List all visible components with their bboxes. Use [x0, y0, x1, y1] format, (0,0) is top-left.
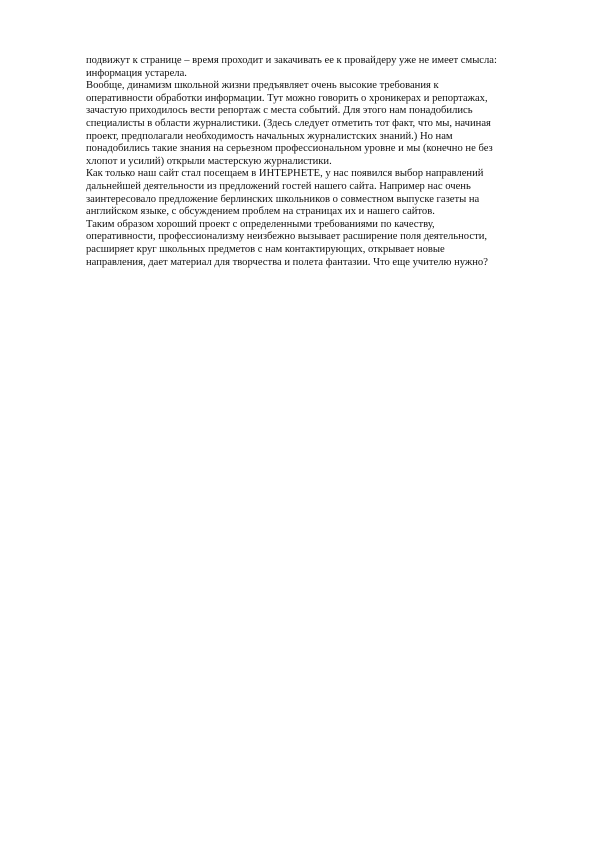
text-line: зачастую приходилось вести репортаж с места событий. Для этого нам понадобились	[86, 105, 473, 117]
text-line: хлопот и усилий) открыли мастерскую журналистики.	[86, 155, 332, 167]
text-line: дальнейшей деятельности из предложений гостей нашего сайта. Например нас очень	[86, 180, 471, 192]
text-line: понадобились такие знания на серьезном профессиональном уровне и мы (конечно не без	[86, 143, 493, 155]
body-text	[86, 55, 556, 269]
text-line: заинтересовало предложение берлинских школьников о совместном выпуске газеты на	[86, 193, 480, 205]
paragraph	[86, 80, 556, 168]
text-line: проект, предполагали необходимость начальных журналистских знаний.) Но нам	[86, 130, 453, 142]
text-line: направления, дает материал для творчества и полета фантазии. Что еще учителю нужно?	[86, 256, 488, 268]
text-line: подвижут к странице – время проходит и закачивать ее к провайдеру уже не имеет смысла:	[86, 55, 497, 66]
paragraph	[86, 168, 556, 218]
text-line: оперативности, профессионализму неизбежно вызывает расширение поля деятельности,	[86, 231, 488, 243]
paragraph	[86, 219, 556, 269]
text-line: Вообще, динамизм школьной жизни предъявляет очень высокие требования к	[86, 80, 439, 92]
paragraph	[86, 55, 556, 80]
text-line: английском языке, с обсуждением проблем на страницах их и нашего сайтов.	[86, 206, 435, 218]
text-line: оперативности обработки информации. Тут можно говорить о хроникерах и репортажах,	[86, 92, 488, 104]
text-line: информация устарела.	[86, 67, 187, 79]
text-line: Как только наш сайт стал посещаем в ИНТЕРНЕТЕ, у нас появился выбор направлений	[86, 168, 484, 180]
text-line: расширяет круг школьных предметов с нам контактирующих, открывает новые	[86, 243, 445, 255]
text-line: Таким образом хороший проект с определенными требованиями по качеству,	[86, 218, 435, 230]
text-line: специалисты в области журналистики. (Здесь следует отметить тот факт, что мы, начиная	[86, 117, 491, 129]
